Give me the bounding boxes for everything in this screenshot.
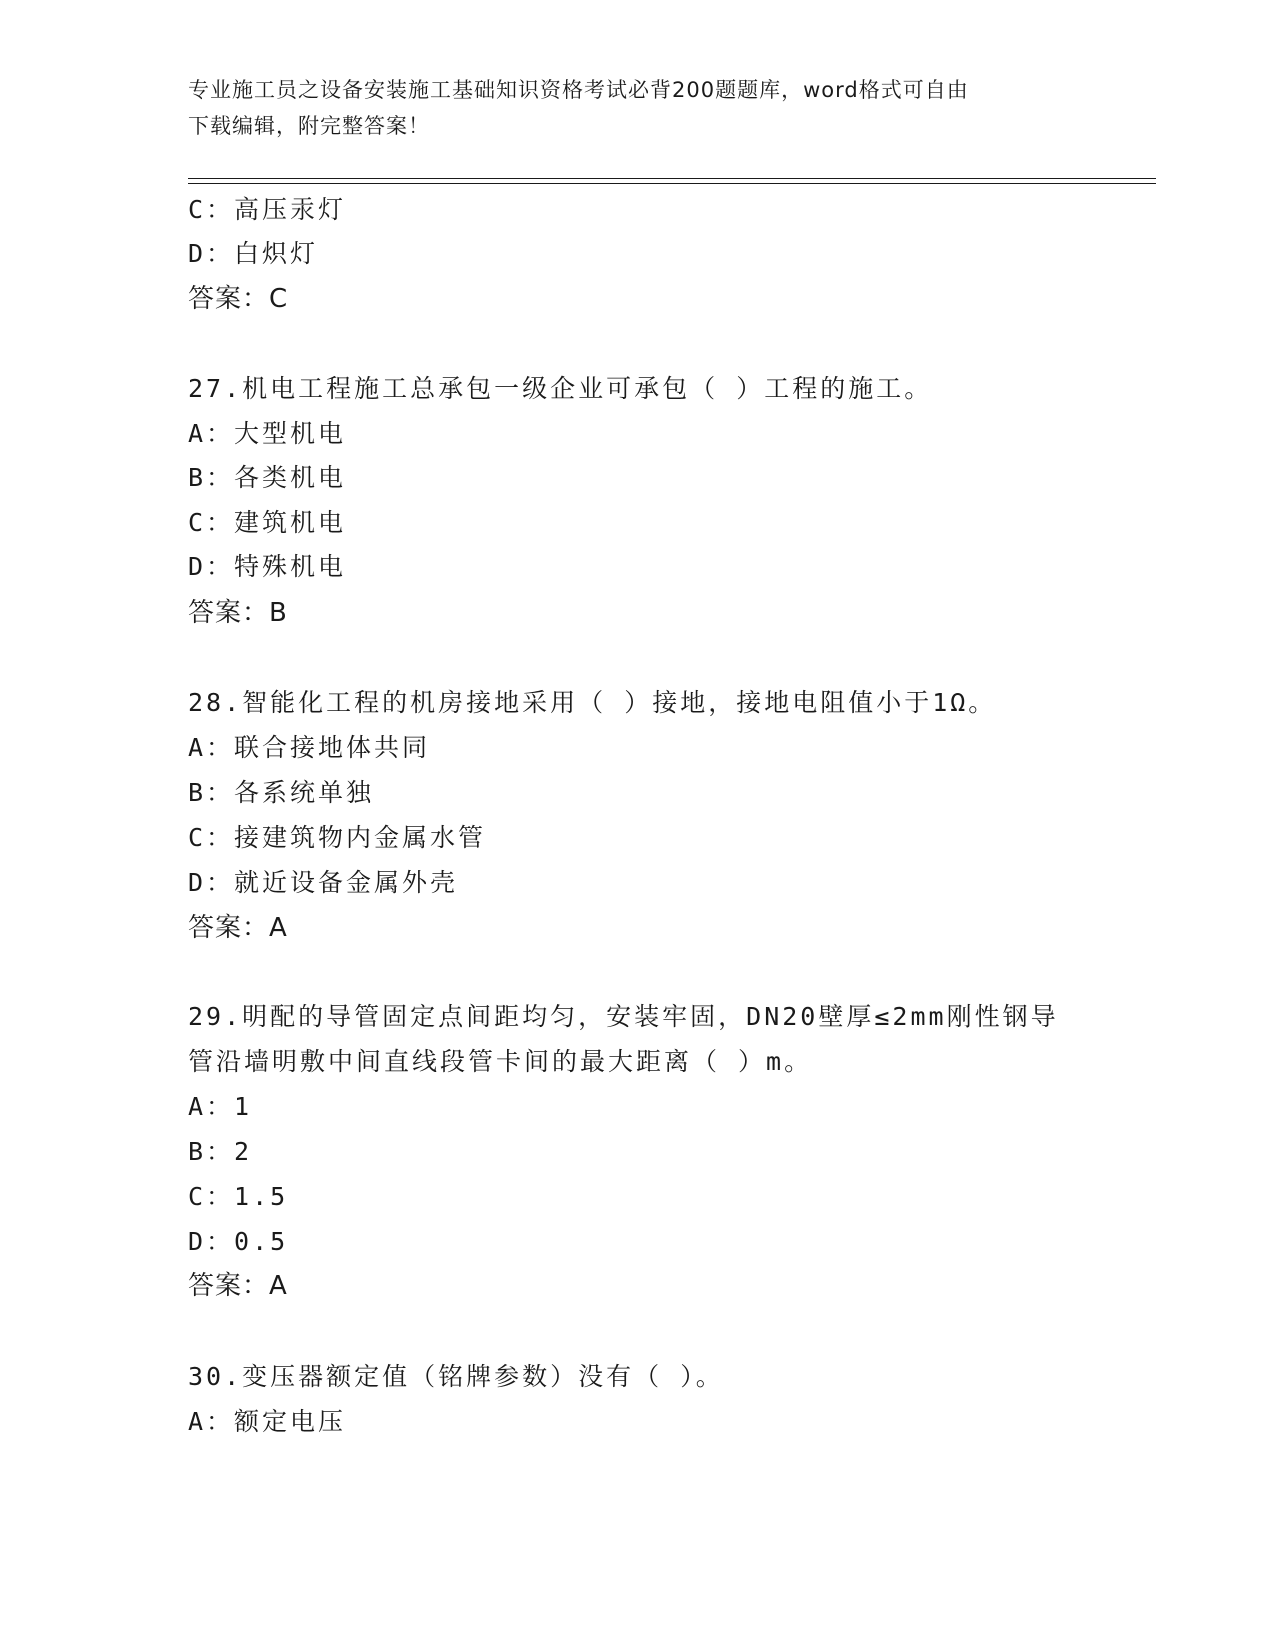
q29-option-c: C：1.5 (188, 1182, 289, 1211)
header-rule-bottom (188, 183, 1156, 184)
q28-option-c: C：接建筑物内金属水管 (188, 823, 487, 852)
header-line-1: 专业施工员之设备安装施工基础知识资格考试必背200题题库，word格式可自由 (188, 78, 969, 102)
header-rule-top (188, 178, 1156, 179)
q29-option-a: A：1 (188, 1092, 253, 1121)
q29-stem-line-2: 管沿墙明敷中间直线段管卡间的最大距离（ ）m。 (188, 1047, 813, 1076)
q30-option-a: A：额定电压 (188, 1407, 347, 1436)
q28-option-a: A：联合接地体共同 (188, 733, 431, 762)
document-header (188, 72, 1088, 144)
q26-option-d: D：白炽灯 (188, 239, 319, 268)
q28-answer: 答案：A (188, 913, 288, 943)
q27-answer: 答案：B (188, 598, 288, 628)
q29-answer: 答案：A (188, 1271, 288, 1301)
q27-stem: 27.机电工程施工总承包一级企业可承包（ ）工程的施工。 (188, 374, 933, 403)
q27-option-a: A：大型机电 (188, 419, 347, 448)
q29-option-b: B：2 (188, 1137, 253, 1166)
q29-stem-line-1: 29.明配的导管固定点间距均匀，安装牢固，DN20壁厚≤2mm刚性钢导 (188, 1002, 1059, 1031)
q27-option-b: B：各类机电 (188, 463, 347, 492)
q30-stem: 30.变压器额定值（铭牌参数）没有（ ）。 (188, 1362, 724, 1391)
q28-stem: 28.智能化工程的机房接地采用（ ）接地，接地电阻值小于1Ω。 (188, 688, 997, 717)
header-line-2: 下载编辑，附完整答案！ (188, 114, 430, 138)
q29-option-d: D：0.5 (188, 1227, 289, 1256)
q26-answer: 答案：C (188, 284, 289, 314)
q28-option-d: D：就近设备金属外壳 (188, 868, 459, 897)
q26-option-c: C：高压汞灯 (188, 195, 347, 224)
q27-option-d: D：特殊机电 (188, 552, 347, 581)
q28-option-b: B：各系统单独 (188, 778, 375, 807)
q27-option-c: C：建筑机电 (188, 508, 347, 537)
